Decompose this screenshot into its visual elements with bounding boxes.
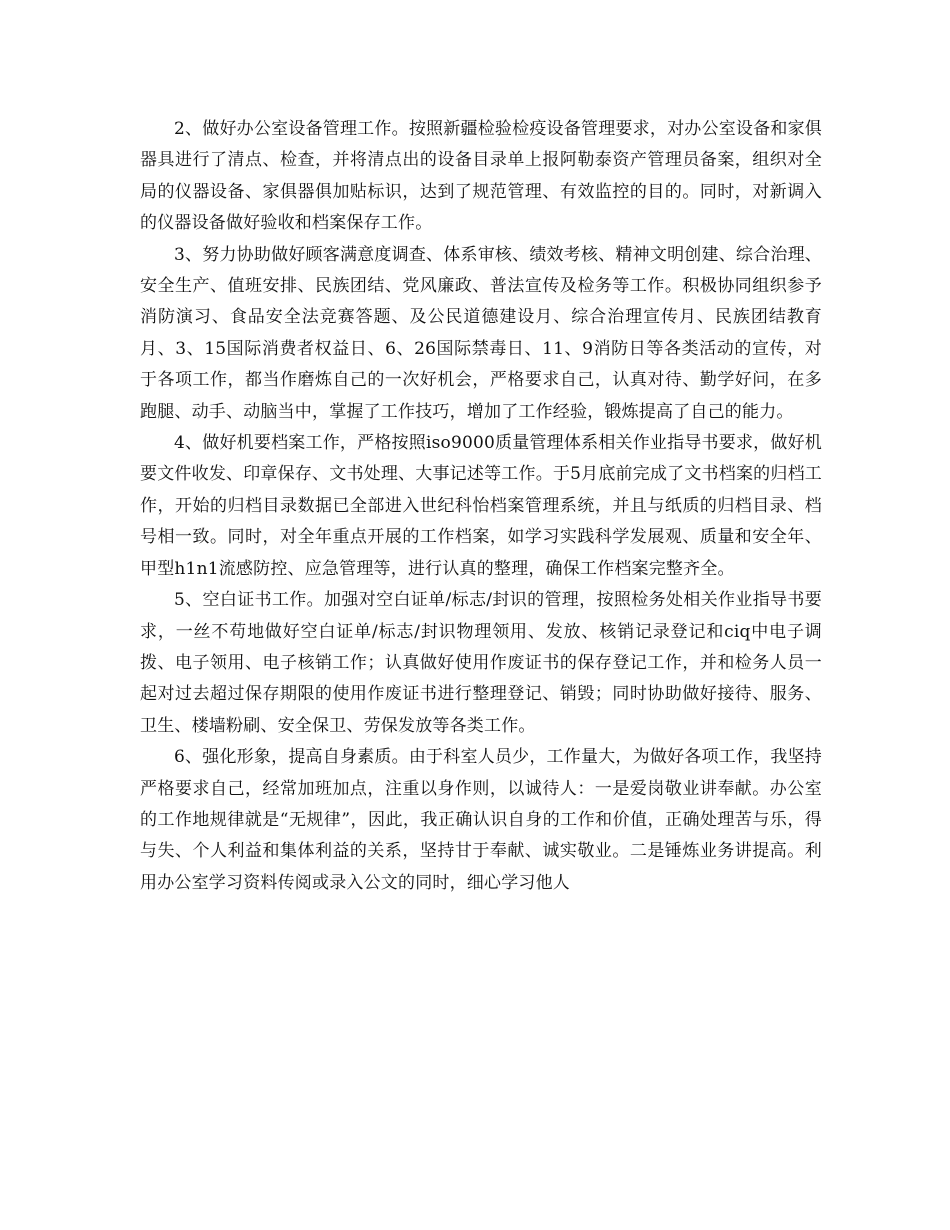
paragraph-equipment-management: 2、做好办公室设备管理工作。按照新疆检验检疫设备管理要求，对办公室设备和家俱器具进行了清点、检查，并将清点出的设备目录单上报阿勒泰资产管理员备案，组织对全局的仪器设备、家俱器俱加贴标识，达到了规范管理、有效监控的目的。同时，对新调入的仪器设备做好验收和档案保存工作。 <box>140 119 822 234</box>
paragraph-blank-certificates: 5、空白证书工作。加强对空白证单/标志/封识的管理，按照检务处相关作业指导书要求，一丝不苟地做好空白证单/标志/封识物理领用、发放、核销记录登记和ciq中电子调拨、电子领用、电子核销工作；认真做好使用作废证书的保存登记工作，并和检务人员一起对过去超过保存期限的使用作废证书进行整理登记、销毁；同时协助做好接待、服务、卫生、楼墙粉刷、安全保卫、劳保发放等各类工作。 <box>140 590 822 736</box>
document-body <box>140 114 822 899</box>
paragraph-assist-tasks: 3、努力协助做好顾客满意度调查、体系审核、绩效考核、精神文明创建、综合治理、安全生产、值班安排、民族团结、党风廉政、普法宣传及检务等工作。积极协同组织参予消防演习、食品安全法竞赛答题、及公民道德建设月、综合治理宣传月、民族团结教育月、3、15国际消费者权益日、6、26国际禁毒日、11、9消防日等各类活动的宣传，对于各项工作，都当作磨炼自己的一次好机会，严格要求自己，认真对待、勤学好问，在多跑腿、动手、动脑当中，掌握了工作技巧，增加了工作经验，锻炼提高了自己的能力。 <box>140 244 822 422</box>
paragraph-archive-work: 4、做好机要档案工作，严格按照iso9000质量管理体系相关作业指导书要求，做好机要文件收发、印章保存、文书处理、大事记述等工作。于5月底前完成了文书档案的归档工作，开始的归档目录数据已全部进入世纪科怡档案管理系统，并且与纸质的归档目录、档号相一致。同时，对全年重点开展的工作档案，如学习实践科学发展观、质量和安全年、甲型h1n1流感防控、应急管理等，进行认真的整理，确保工作档案完整齐全。 <box>140 433 822 579</box>
paragraph-self-improvement: 6、强化形象，提高自身素质。由于科室人员少，工作量大，为做好各项工作，我坚持严格要求自己，经常加班加点，注重以身作则，以诚待人：一是爱岗敬业讲奉献。办公室的工作地规律就是“无规律”，因此，我正确认识自身的工作和价值，正确处理苦与乐，得与失、个人利益和集体利益的关系，坚持甘于奉献、诚实敬业。二是锤炼业务讲提高。利用办公室学习资料传阅或录入公文的同时，细心学习他人 <box>140 747 822 893</box>
